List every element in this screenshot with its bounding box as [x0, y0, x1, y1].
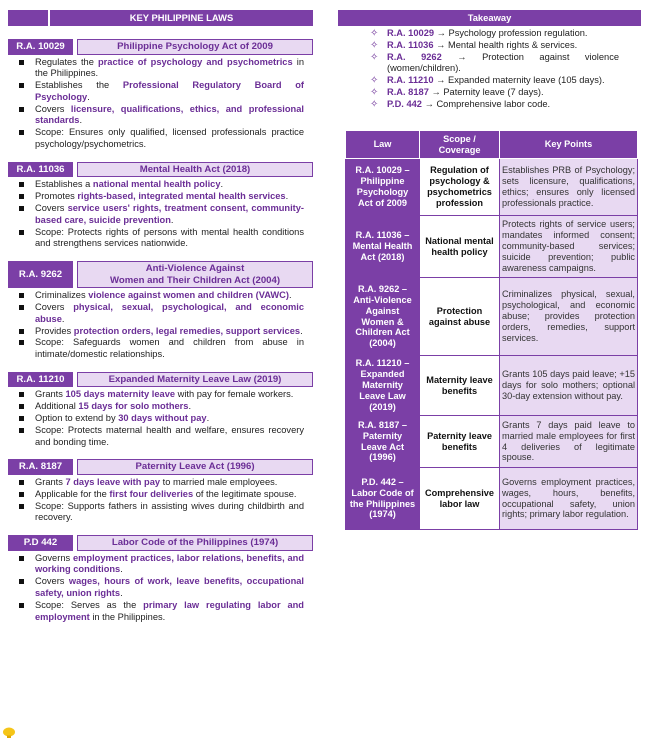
point-text: Scope: Protects rights of persons with mental health conditions and strengthens services nationwide. [35, 226, 304, 249]
law-section [8, 459, 313, 524]
point-text: Scope: Supports fathers in assisting wives during childbirth and recovery. [35, 500, 304, 523]
law-title-line: Expanded Maternity Leave Law (2019) [108, 373, 282, 385]
law-points-list [35, 553, 313, 624]
law-section [8, 162, 313, 250]
point-text: . [206, 413, 210, 424]
takeaway-item [370, 86, 641, 99]
law-title [77, 459, 313, 475]
point-text: of the legitimate spouse. [193, 488, 297, 499]
point-text: . [285, 191, 289, 202]
diamond-bullet-icon: ✧ [370, 39, 379, 51]
point-text: Applicable for the [35, 488, 110, 499]
takeaway-text: → Psychology profession regulation. [434, 28, 588, 38]
law-title [77, 261, 313, 288]
highlight-text: service users' rights, treatment consent, community-based care, suicide prevention [35, 202, 305, 225]
list-item [35, 203, 313, 227]
law-code-badge: R.A. 10029 [8, 39, 73, 55]
law-section-header [8, 261, 313, 288]
point-text: Establishes the [35, 80, 123, 91]
takeaway-item [370, 51, 641, 76]
law-title-line: Labor Code of the Philippines (1974) [111, 537, 279, 549]
law-title [77, 372, 313, 388]
cell-scope: Maternity leave benefits [420, 356, 500, 416]
table-row [346, 159, 638, 216]
law-points-list [35, 57, 313, 151]
list-item [35, 326, 313, 338]
takeaway-text: → Expanded maternity leave (105 days). [433, 75, 605, 86]
point-text: Grants [35, 389, 66, 400]
point-text: Covers [35, 576, 69, 587]
law-title [77, 535, 313, 551]
header-law: Law [346, 131, 420, 159]
cell-scope: Paternity leave benefits [420, 416, 500, 468]
point-text: Promotes [35, 191, 78, 202]
highlight-text: violence against women and children (VAWC) [88, 290, 289, 301]
point-text: Covers [35, 301, 74, 312]
highlight-text: first four deliveries [109, 488, 194, 499]
cell-key-points: Criminalizes physical, sexual, psychological, and economic abuse; provides protection orders, remedies, support services. [500, 278, 638, 356]
cell-key-points: Establishes PRB of Psychology; sets licensure, qualifications, ethics; ensures only licensed professionals practice. [500, 159, 638, 216]
law-title-line: Anti-Violence Against [145, 263, 245, 275]
cell-law: R.A. 10029 – Philippine Psychology Act of 2009 [346, 159, 420, 216]
takeaway-item [370, 28, 641, 40]
point-text: . [188, 401, 192, 412]
law-points-list [35, 477, 313, 524]
point-text: . [120, 564, 123, 575]
cell-scope: National mental health policy [420, 216, 500, 278]
list-item [35, 227, 313, 251]
point-text: . [87, 91, 90, 102]
law-code-badge: P.D 442 [8, 535, 73, 551]
takeaway-code: R.A. 9262 [387, 51, 442, 62]
point-text: . [120, 588, 123, 598]
law-code-badge: R.A. 9262 [8, 261, 73, 288]
diamond-bullet-icon: ✧ [370, 86, 379, 98]
list-item [35, 80, 313, 104]
point-text: Grants [35, 476, 66, 487]
list-item [35, 290, 313, 302]
takeaway-text: → Mental health rights & services. [433, 39, 578, 50]
cell-key-points: Protects rights of service users; mandates informed consent; community-based services; suicide prevention; public awareness campaigns. [500, 216, 638, 278]
takeaway-code: R.A. 10029 [387, 28, 435, 38]
takeaway-item [370, 39, 641, 52]
law-title-line: Women and Their Children Act (2004) [109, 274, 281, 286]
point-text: to married male employees. [160, 476, 278, 487]
cell-law: R.A. 9262 – Anti-Violence Against Women & Children Act (2004) [346, 278, 420, 356]
cell-law: R.A. 11210 – Expanded Maternity Leave Law (2019) [346, 356, 420, 416]
takeaway-code: R.A. 8187 [387, 86, 429, 97]
law-title-line: Mental Health Act (2018) [139, 163, 251, 175]
law-sections [8, 39, 313, 623]
law-section-header [8, 372, 313, 388]
list-item [35, 127, 313, 151]
law-code-badge: R.A. 11036 [8, 162, 73, 178]
law-section-header [8, 459, 313, 475]
point-text: Covers [35, 202, 68, 213]
table-row [346, 468, 638, 530]
highlight-text: physical, sexual, psychological, and economic abuse [35, 301, 305, 324]
highlight-text: national mental health policy [92, 179, 221, 190]
point-text: with pay for female workers. [175, 389, 294, 400]
law-section-header [8, 162, 313, 178]
header-stub [8, 10, 48, 26]
list-item [35, 501, 313, 525]
highlight-text: wages, hours of work, leave benefits, occupational safety, union rights [35, 576, 305, 598]
table-header-row [346, 131, 638, 159]
highlight-text: 15 days for solo mothers [78, 401, 189, 412]
key-laws-title: KEY PHILIPPINE LAWS [50, 10, 313, 26]
takeaway-text: → Protection against violence (women/children). [387, 51, 620, 74]
list-item [35, 104, 313, 128]
list-item [35, 302, 313, 326]
takeaway-item [370, 98, 641, 111]
cell-law: R.A. 11036 – Mental Health Act (2018) [346, 216, 420, 278]
lightbulb-icon [2, 727, 16, 739]
point-text: . [79, 115, 83, 126]
takeaway-code: R.A. 11036 [387, 39, 434, 50]
law-section [8, 372, 313, 448]
law-points-list [35, 179, 313, 250]
highlight-text: 30 days without pay [118, 413, 207, 424]
point-text: Covers [35, 103, 71, 114]
key-laws-column [8, 10, 313, 634]
point-text: Scope: Safeguards women and children from abuse in intimate/domestic relationships. [35, 337, 304, 360]
diamond-bullet-icon: ✧ [370, 51, 379, 63]
law-title-line: Paternity Leave Act (1996) [135, 461, 255, 473]
laws-summary-table [345, 130, 638, 530]
list-item [35, 553, 313, 577]
law-points-list [35, 389, 313, 448]
point-text: Scope: Protects maternal health and welfare, ensures recovery and bonding time. [35, 424, 304, 447]
table-row [346, 278, 638, 356]
table-row [346, 216, 638, 278]
takeaway-text: → Paternity leave (7 days). [428, 86, 544, 97]
cell-law: R.A. 8187 – Paternity Leave Act (1996) [346, 416, 420, 468]
takeaway-list [370, 28, 641, 111]
list-item [35, 191, 313, 203]
takeaway-header: Takeaway [338, 10, 641, 26]
takeaway-code: P.D. 442 [387, 98, 422, 109]
cell-scope: Protection against abuse [420, 278, 500, 356]
diamond-bullet-icon: ✧ [370, 28, 379, 39]
list-item [35, 401, 313, 413]
law-section-header [8, 535, 313, 551]
list-item [35, 477, 313, 489]
highlight-text: Professional Regulatory Board of Psychology [35, 80, 304, 102]
cell-key-points: Grants 7 days paid leave to married male employees for first 4 deliveries of legitimate spouse. [500, 416, 638, 468]
law-section [8, 39, 313, 151]
point-text: Option to extend by [35, 413, 119, 424]
point-text: in the Philippines. [35, 56, 304, 79]
takeaway-column [338, 10, 641, 111]
law-code-badge: R.A. 11210 [8, 372, 73, 388]
list-item [35, 413, 313, 425]
point-text: . [289, 290, 292, 301]
highlight-text: practice of psychology and psychometrics [98, 56, 293, 67]
law-title-line: Philippine Psychology Act of 2009 [117, 41, 273, 52]
point-text: Regulates the [35, 56, 98, 67]
list-item [35, 489, 313, 501]
law-points-list [35, 290, 313, 361]
point-text: in the Philippines. [89, 611, 166, 622]
table-row [346, 356, 638, 416]
law-title [77, 162, 313, 178]
highlight-text: 105 days maternity leave [65, 389, 176, 400]
highlight-text: licensure, qualifications, ethics, and professional standards [35, 103, 304, 126]
cell-key-points: Grants 105 days paid leave; +15 days for solo mothers; optional 30-day extension without pay. [500, 356, 638, 416]
diamond-bullet-icon: ✧ [370, 98, 379, 110]
point-text: . [300, 325, 303, 336]
list-item [35, 179, 313, 191]
takeaway-text: → Comprehensive labor code. [421, 98, 551, 109]
point-text: Establishes a [35, 179, 93, 190]
cell-scope: Regulation of psychology & psychometrics profession [420, 159, 500, 216]
law-section [8, 535, 313, 623]
diamond-bullet-icon: ✧ [370, 75, 379, 87]
takeaway-item [370, 75, 641, 87]
cell-scope: Comprehensive labor law [420, 468, 500, 530]
list-item [35, 57, 313, 81]
highlight-text: rights-based, integrated mental health services [77, 191, 286, 202]
takeaway-code: R.A. 11210 [387, 75, 434, 86]
list-item [35, 576, 313, 600]
list-item [35, 600, 313, 624]
point-text: Governs [35, 552, 73, 563]
law-code-badge: R.A. 8187 [8, 459, 73, 475]
point-text: Scope: Ensures only qualified, licensed professionals practice psychology/psychometrics. [35, 127, 304, 150]
list-item [35, 389, 313, 401]
law-title [77, 39, 313, 55]
point-text: Criminalizes [35, 290, 89, 301]
point-text: Scope: Serves as the [35, 599, 144, 610]
law-section [8, 261, 313, 361]
law-section-header [8, 39, 313, 55]
highlight-text: primary law regulating labor and employment [35, 599, 304, 622]
point-text: Additional [35, 401, 79, 412]
header-scope: Scope / Coverage [420, 131, 500, 159]
cell-law: P.D. 442 – Labor Code of the Philippines (1974) [346, 468, 420, 530]
highlight-text: 7 days leave with pay [65, 476, 161, 487]
point-text: . [61, 313, 65, 324]
list-item [35, 425, 313, 449]
highlight-text: protection orders, legal remedies, support services [73, 325, 301, 336]
point-text: . [220, 179, 224, 190]
highlight-text: employment practices, labor relations, benefits, and working conditions [35, 552, 305, 575]
list-item [35, 337, 313, 361]
header-key-points: Key Points [500, 131, 638, 159]
key-laws-header [8, 10, 313, 26]
cell-key-points: Governs employment practices, wages, hours, benefits, occupational safety, union rights; primary labor regulation. [500, 468, 638, 530]
point-text: . [170, 214, 174, 225]
point-text: Provides [35, 325, 74, 336]
table-row [346, 416, 638, 468]
